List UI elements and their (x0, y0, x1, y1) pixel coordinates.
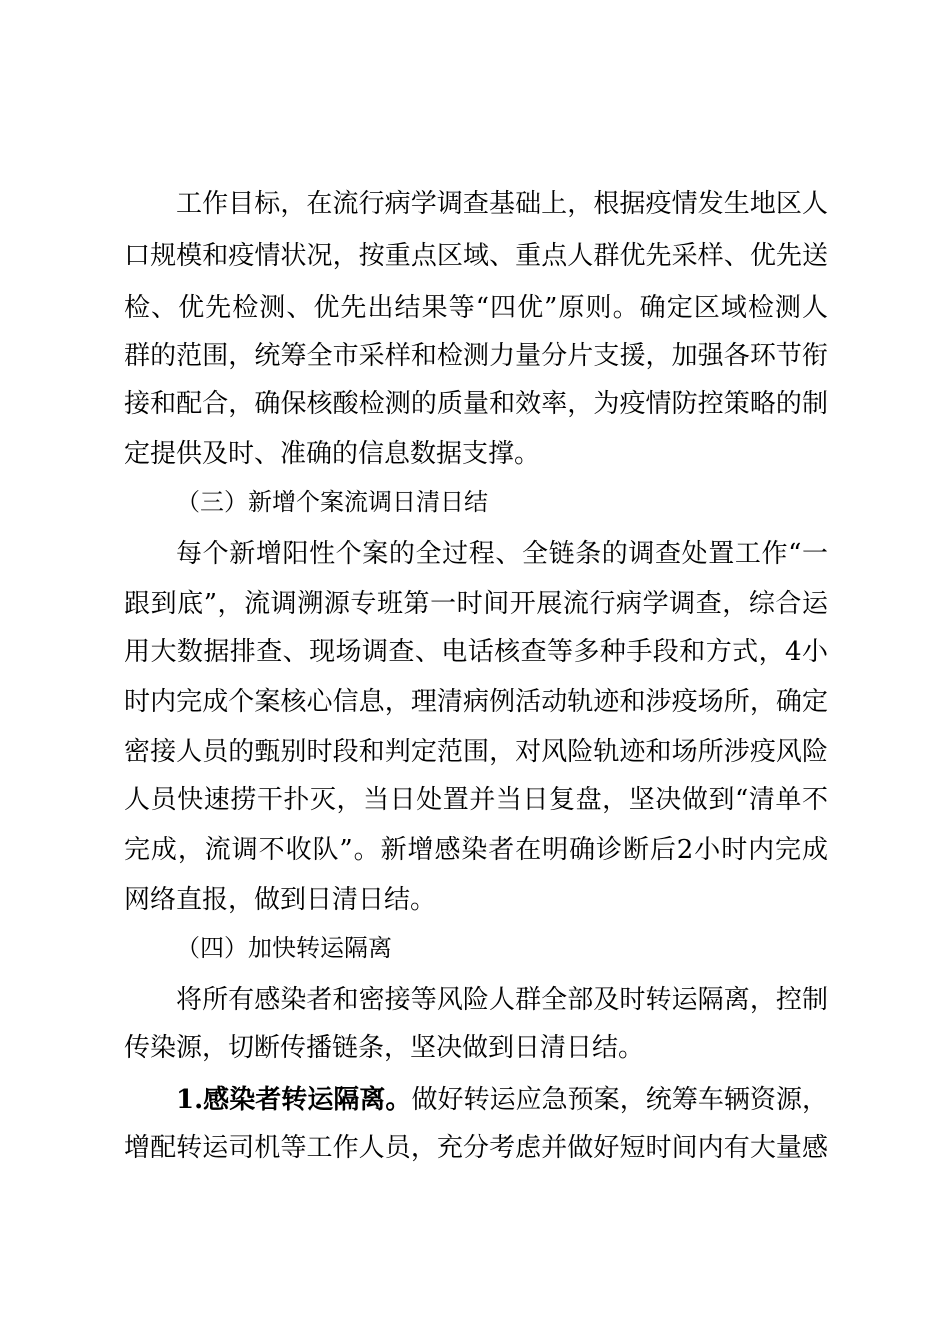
item-1-line-2: 增配转运司机等工作人员，充分考虑并做好短时间内有大量感 (124, 1133, 828, 1163)
paragraph-goal-line-1: 工作目标，在流行病学调查基础上，根据疫情发生地区人 (176, 189, 828, 219)
section-heading-3: （三）新增个案流调日清日结 (176, 488, 488, 516)
paragraph-3-line-4: 时内完成个案核心信息，理清病例活动轨迹和涉疫场所，确定 (124, 687, 828, 717)
section-heading-4: （四）加快转运隔离 (176, 934, 392, 962)
paragraph-goal-line-4: 群的范围，统筹全市采样和检测力量分片支援，加强各环节衔 (124, 341, 828, 371)
paragraph-3-line-8: 网络直报，做到日清日结。 (124, 885, 437, 915)
paragraph-goal-line-3: 检、优先检测、优先出结果等“四优”原则。确定区域检测人 (124, 293, 828, 323)
paragraph-goal-line-2: 口规模和疫情状况，按重点区域、重点人群优先采样、优先送 (124, 241, 828, 271)
paragraph-goal-line-6: 定提供及时、准确的信息数据支撑。 (124, 439, 541, 469)
paragraph-4-line-2: 传染源，切断传播链条，坚决做到日清日结。 (124, 1033, 645, 1063)
item-1-line-1-text: 做好转运应急预案，统筹车辆资源， (411, 1085, 828, 1115)
item-1-line-1 (124, 1076, 828, 1124)
paragraph-3-line-3: 用大数据排查、现场调查、电话核查等多种手段和方式，4小 (124, 637, 828, 667)
paragraph-3-line-6: 人员快速捞干扑灭，当日处置并当日复盘，坚决做到“清单不 (124, 785, 828, 815)
paragraph-3-line-1: 每个新增阳性个案的全过程、全链条的调查处置工作“一 (176, 539, 828, 569)
paragraph-3-line-2: 跟到底”，流调溯源专班第一时间开展流行病学调查，综合运 (124, 589, 828, 619)
paragraph-3-line-7: 完成，流调不收队”。新增感染者在明确诊断后2小时内完成 (124, 835, 828, 865)
paragraph-4-line-1: 将所有感染者和密接等风险人群全部及时转运隔离，控制 (176, 985, 828, 1015)
paragraph-goal-line-5: 接和配合，确保核酸检测的质量和效率，为疫情防控策略的制 (124, 389, 828, 419)
paragraph-3-line-5: 密接人员的甄别时段和判定范围，对风险轨迹和场所涉疫风险 (124, 737, 828, 767)
item-1-title: 1.感染者转运隔离。 (176, 1085, 412, 1115)
